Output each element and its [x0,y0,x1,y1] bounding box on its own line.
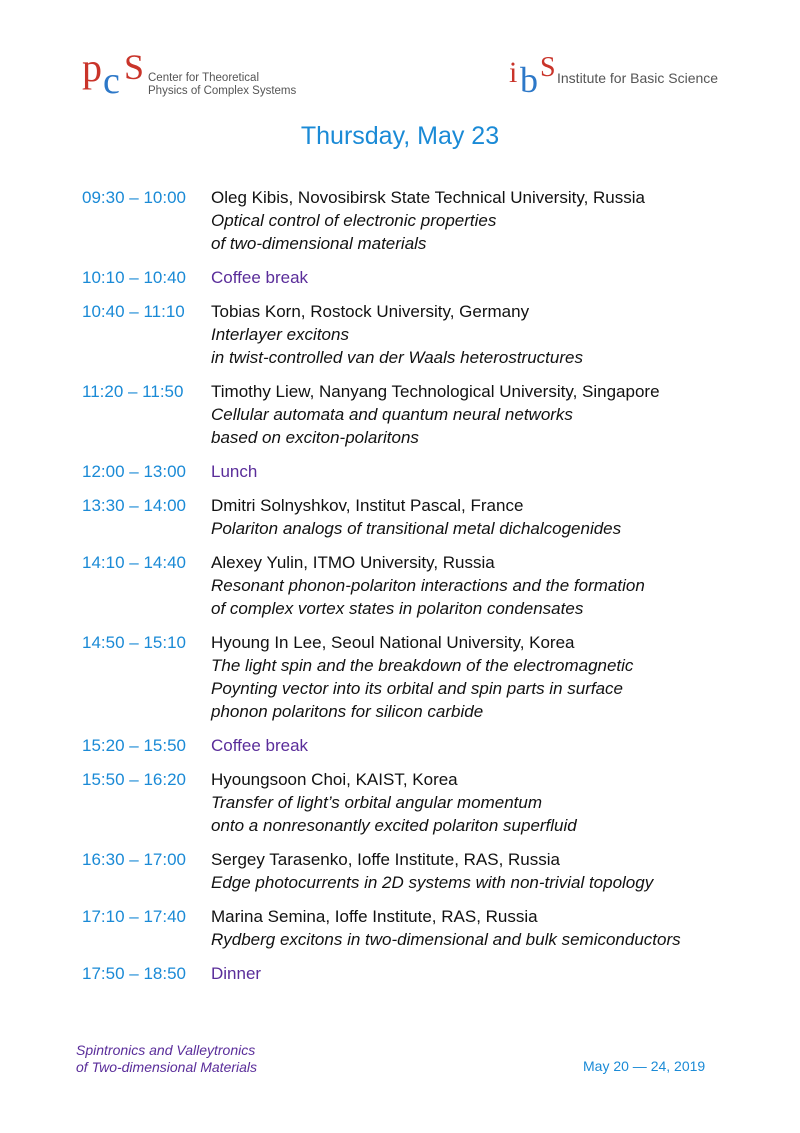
time-slot: 09:30 – 10:00 [82,188,186,207]
entry-content [211,962,772,985]
time-slot: 10:40 – 11:10 [82,302,185,321]
schedule-break-row [82,962,772,985]
schedule-talk-row [82,768,772,837]
talk-title-line: Interlayer excitons [211,325,349,344]
time-slot: 11:20 – 11:50 [82,382,184,401]
ibs-logo-letter-i: i [509,56,518,89]
conference-name-line2: of Two-dimensional Materials [76,1059,258,1075]
entry-content [211,734,772,757]
page-title: Thursday, May 23 [300,122,500,150]
time-slot: 14:10 – 14:40 [82,553,186,572]
entry-content [211,768,772,837]
conference-name [76,1042,257,1076]
schedule-talk-row [82,848,772,894]
talk-title-line: Optical control of electronic properties [211,211,497,230]
schedule-talk-row [82,551,772,620]
time-slot: 15:50 – 16:20 [82,770,186,789]
time-slot: 17:10 – 17:40 [82,907,186,926]
talk-title [211,871,772,894]
talk-title-line: based on exciton-polaritons [211,428,419,447]
talk-title [211,574,772,620]
ibs-logo-mark [509,52,556,100]
speaker-affiliation: Hyoungsoon Choi, KAIST, Korea [211,770,458,789]
schedule-break-row [82,734,772,757]
event-label: Dinner [211,964,262,983]
talk-title-line: Poynting vector into its orbital and spin parts in surface [211,679,623,698]
talk-title-line: phonon polaritons for silicon carbide [211,702,484,721]
entry-content [211,380,772,449]
event-label: Lunch [211,462,258,481]
entry-content [211,300,772,369]
ibs-logo-letter-b: b [520,60,538,100]
conference-dates: May 20 — 24, 2019 [583,1058,706,1074]
time-slot: 12:00 – 13:00 [82,462,186,481]
time-slot: 16:30 – 17:00 [82,850,186,869]
talk-title-line: Cellular automata and quantum neural networks [211,405,573,424]
schedule-talk-row [82,380,772,449]
schedule-break-row [82,266,772,289]
entry-content [211,551,772,620]
entry-content [211,266,772,289]
talk-title [211,209,772,255]
pcs-logo-text [148,72,296,98]
entry-content [211,848,772,894]
entry-content [211,631,772,723]
entry-content [211,494,772,540]
speaker-affiliation: Sergey Tarasenko, Ioffe Institute, RAS, Russia [211,850,560,869]
talk-title-line: onto a nonresonantly excited polariton superfluid [211,816,577,835]
schedule-talk-row [82,631,772,723]
schedule-talk-row [82,186,772,255]
talk-title [211,323,772,369]
talk-title [211,928,772,951]
speaker-affiliation: Dmitri Solnyshkov, Institut Pascal, France [211,496,524,515]
speaker-affiliation: Marina Semina, Ioffe Institute, RAS, Russia [211,907,538,926]
speaker-affiliation: Alexey Yulin, ITMO University, Russia [211,553,495,572]
speaker-affiliation: Oleg Kibis, Novosibirsk State Technical University, Russia [211,188,645,207]
schedule-list [82,186,772,996]
event-label: Coffee break [211,268,309,287]
talk-title-line: Polariton analogs of transitional metal dichalcogenides [211,519,622,538]
time-slot: 14:50 – 15:10 [82,633,186,652]
pcs-logo-letter-p: p [82,45,102,90]
time-slot: 10:10 – 10:40 [82,268,186,287]
talk-title [211,654,772,723]
time-slot: 15:20 – 15:50 [82,736,186,755]
talk-title-line: Edge photocurrents in 2D systems with non-trivial topology [211,873,654,892]
time-slot: 17:50 – 18:50 [82,964,186,983]
speaker-affiliation: Tobias Korn, Rostock University, Germany [211,302,530,321]
talk-title-line: Transfer of light’s orbital angular momentum [211,793,543,812]
schedule-talk-row [82,905,772,951]
ibs-logo-text: Institute for Basic Science [557,70,719,86]
pcs-logo-line1: Center for Theoretical [148,72,260,84]
talk-title-line: Resonant phonon-polariton interactions and the formation [211,576,645,595]
schedule-talk-row [82,494,772,540]
entry-content [211,905,772,951]
talk-title-line: The light spin and the breakdown of the electromagnetic [211,656,634,675]
schedule-break-row [82,460,772,483]
ibs-logo-letter-s: S [540,52,556,83]
talk-title [211,791,772,837]
pcs-logo-mark [82,45,150,102]
pcs-logo-letter-c: c [103,60,120,102]
speaker-affiliation: Timothy Liew, Nanyang Technological University, Singapore [211,382,660,401]
pcs-logo [82,45,297,102]
event-label: Coffee break [211,736,309,755]
pcs-logo-letter-s: S [124,47,145,87]
talk-title [211,403,772,449]
entry-content [211,460,772,483]
speaker-affiliation: Hyoung In Lee, Seoul National University, Korea [211,633,575,652]
time-slot: 13:30 – 14:00 [82,496,186,515]
schedule-talk-row [82,300,772,369]
ibs-logo [509,52,719,100]
talk-title-line: in twist-controlled van der Waals heterostructures [211,348,583,367]
talk-title-line: Rydberg excitons in two-dimensional and bulk semiconductors [211,930,681,949]
pcs-logo-line2: Physics of Complex Systems [148,84,297,97]
entry-content [211,186,772,255]
talk-title [211,517,772,540]
talk-title-line: of complex vortex states in polariton condensates [211,599,584,618]
talk-title-line: of two-dimensional materials [211,234,427,253]
conference-name-line1: Spintronics and Valleytronics [76,1042,256,1058]
